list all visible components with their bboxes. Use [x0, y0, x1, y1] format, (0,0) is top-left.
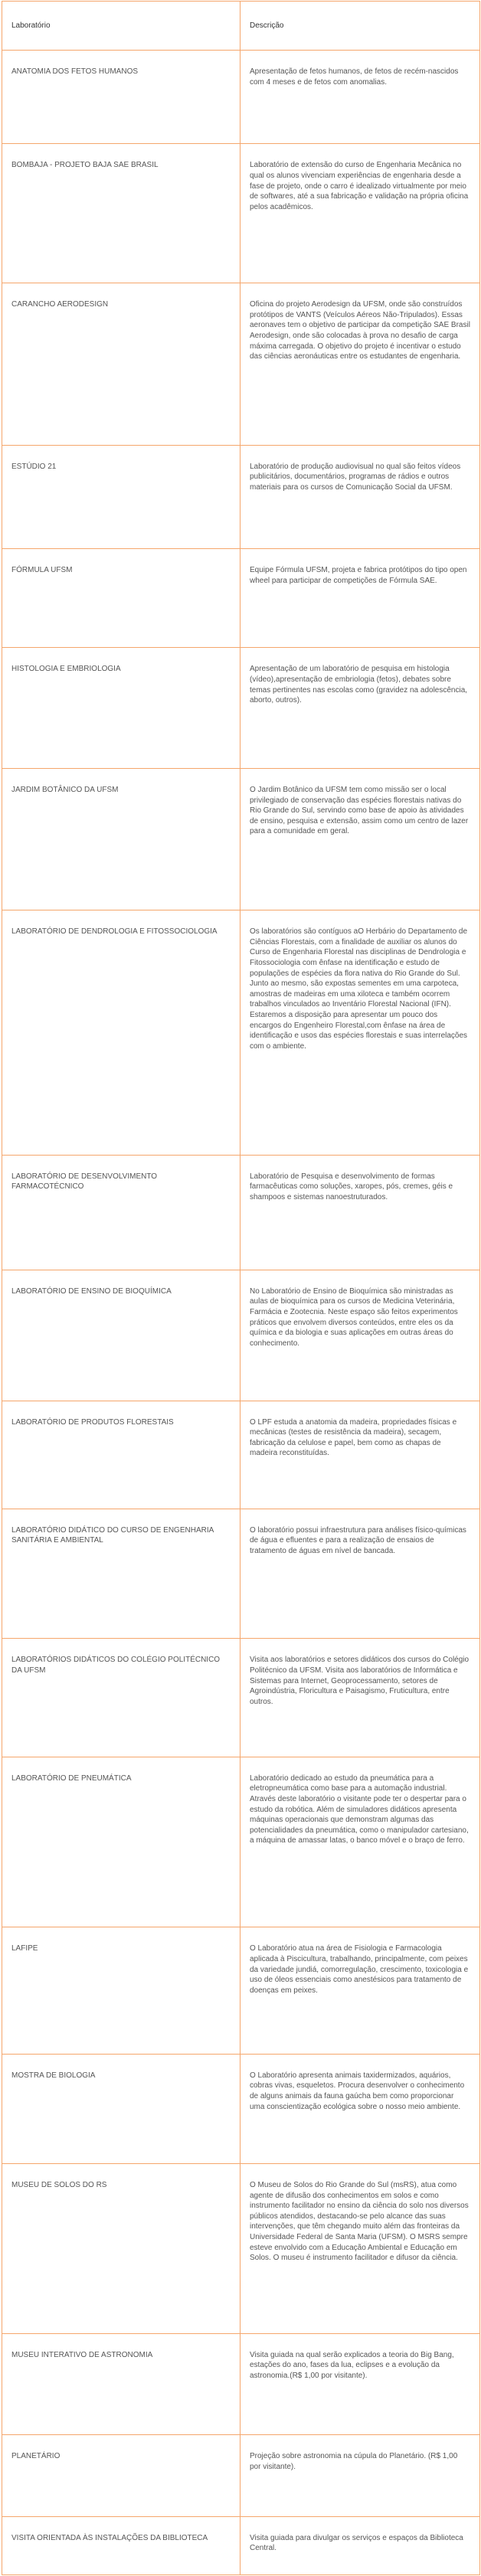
header-descricao: Descrição [240, 2, 480, 51]
table-header-row [2, 2, 480, 51]
table-row [2, 1401, 480, 1509]
table-row [2, 2054, 480, 2163]
lab-name: CARANCHO AERODESIGN [2, 283, 240, 446]
lab-description: Projeção sobre astronomia na cúpula do Planetário. (R$ 1,00 por visitante). [240, 2434, 480, 2516]
lab-description: O LPF estuda a anatomia da madeira, propriedades físicas e mecânicas (testes de resistência da madeira), secagem, fabricação da celulose e papel, bem como as chapas de madeira reconstituídas. [240, 1401, 480, 1509]
lab-name: LABORATÓRIO DE DESENVOLVIMENTO FARMACOTÉCNICO [2, 1155, 240, 1270]
lab-description: Equipe Fórmula UFSM, projeta e fabrica protótipos do tipo open wheel para participar de competições de Fórmula SAE. [240, 549, 480, 648]
lab-description: O laboratório possui infraestrutura para análises físico-químicas de água e efluentes e para a realização de ensaios de tratamento de águas em nível de bancada. [240, 1509, 480, 1639]
lab-description: O Laboratório apresenta animais taxidermizados, aquários, cobras vivas, esqueletos. Procura desenvolver o conhecimento de alguns animais da fauna gaúcha bem como proporcionar uma conscientização ecológica sobre o nosso meio ambiente. [240, 2054, 480, 2163]
table-row [2, 51, 480, 144]
lab-name: LABORATÓRIO DE PRODUTOS FLORESTAIS [2, 1401, 240, 1509]
lab-description: No Laboratório de Ensino de Bioquímica são ministradas as aulas de bioquímica para os cursos de Medicina Veterinária, Farmácia e Zootecnia. Neste espaço são feitos experimentos práticos que envolvem diversos conteúdos, entre eles os da química e da biologia e suas aplicações em outras áreas do conhecimento. [240, 1270, 480, 1401]
table-row [2, 1757, 480, 1927]
lab-description: Laboratório de Pesquisa e desenvolvimento de formas farmacêuticas como soluções, xaropes, pós, cremes, géis e shampoos e sistemas nanoestruturados. [240, 1155, 480, 1270]
lab-description: Os laboratórios são contíguos aO Herbário do Departamento de Ciências Florestais, com a finalidade de auxiliar os alunos do Curso de Engenharia Florestal nas disciplinas de Dendrologia e Fitossociologia com ênfase na identificação e estudo de populações de espécies da flora nativa do Rio Grande do Sul. Junto ao mesmo, são expostas sementes em uma carpoteca, amostras de madeiras em uma xiloteca e também ocorrem trabalhos vinculados ao Inventário Florestal Nacional (IFN). Estaremos a disposição para apresentar um pouco dos encargos do Engenheiro Florestal,com ênfase na área de identificação e usos das espécies florestais e suas interrelações com o ambiente. [240, 910, 480, 1156]
table-row [2, 144, 480, 283]
lab-name: LABORATÓRIOS DIDÁTICOS DO COLÉGIO POLITÉCNICO DA UFSM [2, 1639, 240, 1757]
lab-name: LABORATÓRIO DE DENDROLOGIA E FITOSSOCIOLOGIA [2, 910, 240, 1156]
lab-name: LAFIPE [2, 1927, 240, 2054]
lab-description: Laboratório de produção audiovisual no qual são feitos vídeos publicitários, documentários, programas de rádios e outros materiais para os cursos de Comunicação Social da UFSM. [240, 445, 480, 549]
lab-name: ANATOMIA DOS FETOS HUMANOS [2, 51, 240, 144]
table-row [2, 910, 480, 1156]
lab-description: O Jardim Botânico da UFSM tem como missão ser o local privilegiado de conservação das espécies florestais nativas do Rio Grande do Sul, servindo como base de apoio às atividades de ensino, pesquisa e extensão, assim como um centro de lazer para a comunidade em geral. [240, 769, 480, 910]
lab-description: Visita guiada para divulgar os serviços e espaços da Biblioteca Central. [240, 2516, 480, 2574]
lab-description: Laboratório dedicado ao estudo da pneumática para a eletropneumática como base para a automação industrial. Através deste laboratório o visitante pode ter o despertar para o estudo da robótica. Além de simuladores didáticos apresenta máquinas operacionais que demonstram algumas das potencialidades da pneumática, como o manipulador cartesiano, a máquina de amassar latas, o banco móvel e o braço de ferro. [240, 1757, 480, 1927]
table-row [2, 1270, 480, 1401]
lab-name: VISITA ORIENTADA ÀS INSTALAÇÕES DA BIBLIOTECA [2, 2516, 240, 2574]
table-row [2, 549, 480, 648]
lab-name: LABORATÓRIO DE PNEUMÁTICA [2, 1757, 240, 1927]
lab-description: O Laboratório atua na área de Fisiologia e Farmacologia aplicada à Piscicultura, trabalhando, principalmente, com peixes da variedade jundiá, comorregulação, crescimento, toxicologia e uso de óleos essenciais como anestésicos para tratamento de doenças em peixes. [240, 1927, 480, 2054]
lab-description: Apresentação de fetos humanos, de fetos de recém-nascidos com 4 meses e de fetos com anomalias. [240, 51, 480, 144]
lab-name: MOSTRA DE BIOLOGIA [2, 2054, 240, 2163]
lab-name: JARDIM BOTÂNICO DA UFSM [2, 769, 240, 910]
lab-name: PLANETÁRIO [2, 2434, 240, 2516]
labs-table-container [2, 1, 479, 2575]
table-row [2, 445, 480, 549]
lab-description: Visita aos laboratórios e setores didáticos dos cursos do Colégio Politécnico da UFSM. Visita aos laboratórios de Informática e Sistemas para Internet, Geoprocessamento, setores de Agroindústria, Floricultura e Paisagismo, Fruticultura, entre outros. [240, 1639, 480, 1757]
table-row [2, 1639, 480, 1757]
lab-name: MUSEU INTERATIVO DE ASTRONOMIA [2, 2333, 240, 2434]
lab-description: Apresentação de um laboratório de pesquisa em histologia (vídeo),apresentação de embriologia (fetos), debates sobre temas pertinentes nas escolas como (gravidez na adolescência, aborto, outros). [240, 648, 480, 769]
lab-name: LABORATÓRIO DE ENSINO DE BIOQUÍMICA [2, 1270, 240, 1401]
lab-description: Laboratório de extensão do curso de Engenharia Mecânica no qual os alunos vivenciam experiências de engenharia desde a fase de projeto, onde o carro é idealizado virtualmente por meio de softwares, até a sua fabricação e validação na própria oficina pelos acadêmicos. [240, 144, 480, 283]
lab-description: Oficina do projeto Aerodesign da UFSM, onde são construídos protótipos de VANTS (Veículos Aéreos Não-Tripulados). Essas aeronaves tem o objetivo de participar da competição SAE Brasil Aerodesign, onde são colocadas à prova no desafio de carga máxima carregada. O objetivo do projeto é incentivar o estudo das ciências aeronáuticas entre os estudantes de engenharia. [240, 283, 480, 446]
table-row [2, 1155, 480, 1270]
table-row [2, 648, 480, 769]
table-row [2, 1509, 480, 1639]
lab-name: FÓRMULA UFSM [2, 549, 240, 648]
table-row [2, 283, 480, 446]
lab-name: ESTÚDIO 21 [2, 445, 240, 549]
table-row [2, 2516, 480, 2574]
header-laboratorio: Laboratório [2, 2, 240, 51]
labs-table [2, 1, 480, 2575]
table-row [2, 769, 480, 910]
lab-name: BOMBAJA - PROJETO BAJA SAE BRASIL [2, 144, 240, 283]
table-row [2, 2434, 480, 2516]
table-row [2, 1927, 480, 2054]
lab-name: MUSEU DE SOLOS DO RS [2, 2164, 240, 2334]
lab-name: LABORATÓRIO DIDÁTICO DO CURSO DE ENGENHARIA SANITÁRIA E AMBIENTAL [2, 1509, 240, 1639]
lab-description: Visita guiada na qual serão explicados a teoria do Big Bang, estações do ano, fases da lua, eclipses e a evolução da astronomia.(R$ 1,00 por visitante). [240, 2333, 480, 2434]
lab-description: O Museu de Solos do Rio Grande do Sul (msRS), atua como agente de difusão dos conhecimentos em solos e como instrumento facilitador no ensino da ciência do solo nos diversos públicos atendidos, destacando-se pelo alcance das suas intervenções, que têm chegando muito além das fronteiras da Universidade Federal de Santa Maria (UFSM). O MSRS sempre esteve envolvido com a Educação Ambiental e Educação em Solos. O museu é instrumento facilitador e difusor da ciência. [240, 2164, 480, 2334]
lab-name: HISTOLOGIA E EMBRIOLOGIA [2, 648, 240, 769]
table-row [2, 2333, 480, 2434]
table-row [2, 2164, 480, 2334]
